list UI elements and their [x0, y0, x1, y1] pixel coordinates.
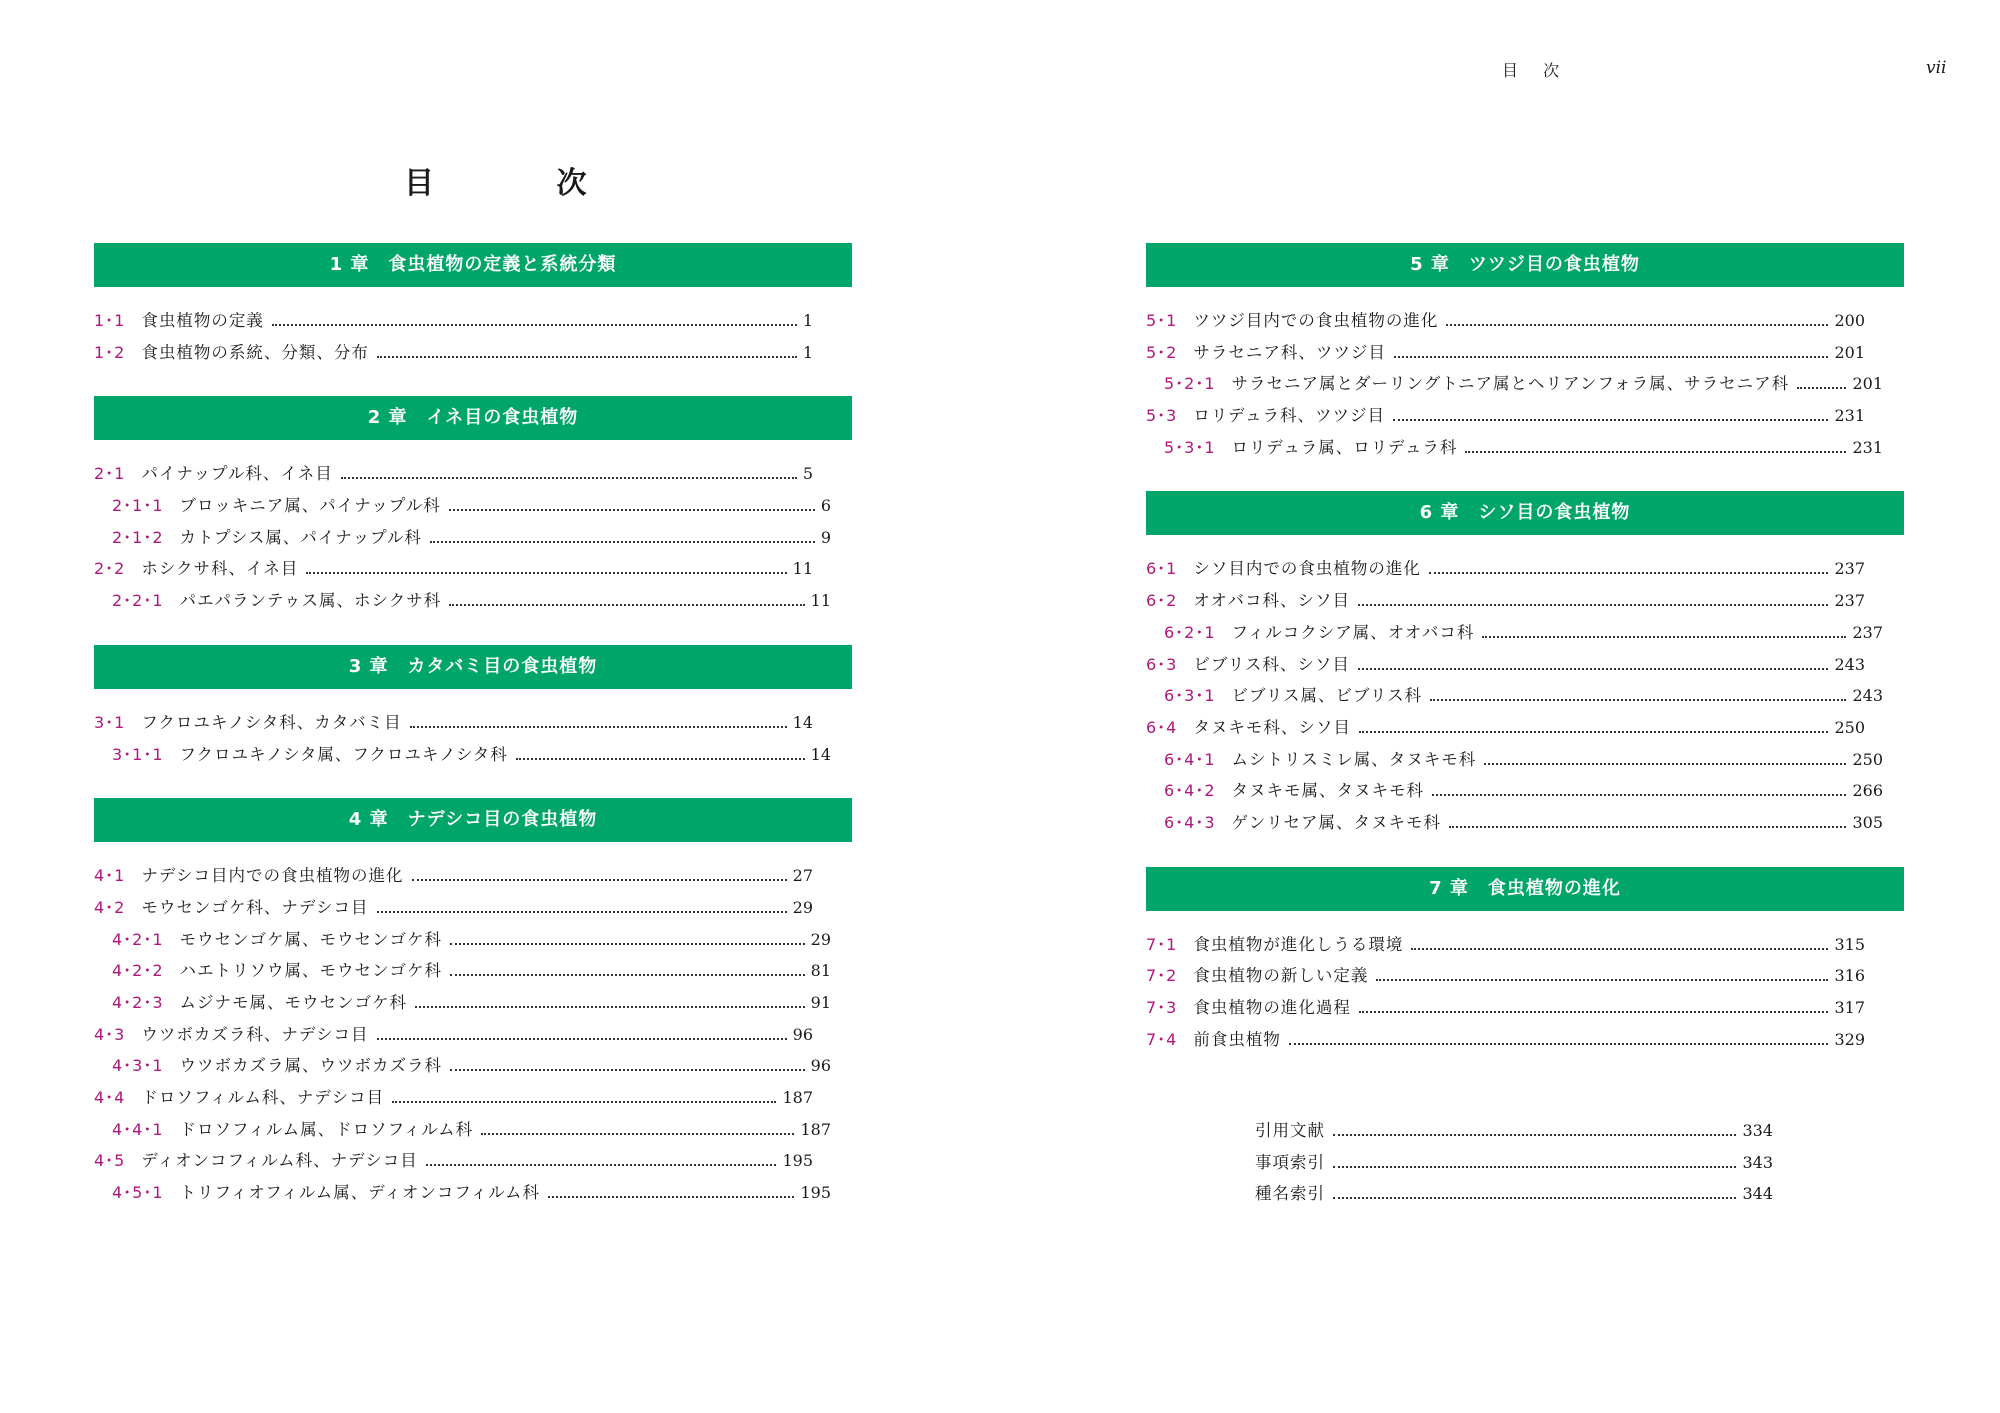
toc-entry[interactable] — [94, 989, 831, 1021]
section-title: ロリデュラ属、ロリデュラ科 — [1231, 437, 1458, 457]
page-ref: 27 — [792, 866, 813, 886]
toc-entry[interactable] — [94, 1116, 831, 1148]
section-title: ゲンリセア属、タヌキモ科 — [1231, 812, 1442, 832]
leader-dots — [415, 1006, 805, 1008]
section-title: トリフィオフィルム属、ディオンコフィルム科 — [179, 1183, 540, 1203]
section-title: ビブリス科、シソ目 — [1193, 654, 1350, 674]
page-ref: 315 — [1834, 934, 1865, 954]
page-ref: 96 — [810, 1056, 831, 1076]
section-title: 食虫植物の進化過程 — [1193, 998, 1351, 1017]
section-number: 6･2･1 — [1164, 622, 1216, 642]
section-number: 7･4 — [1146, 1029, 1178, 1049]
section-title: ムジナモ属、モウセンゴケ科 — [179, 992, 408, 1012]
section-number: 2･1･2 — [112, 527, 164, 547]
section-number: 6･1 — [1146, 559, 1178, 579]
toc-entry[interactable] — [94, 709, 813, 741]
page-ref: 81 — [810, 961, 831, 981]
leader-dots — [1797, 387, 1846, 389]
chapter-block — [94, 396, 852, 618]
section-number: 4･2･2 — [112, 961, 164, 981]
section-title: 引用文献 — [1255, 1121, 1325, 1140]
section-title: モウセンゴケ属、モウセンゴケ科 — [179, 929, 443, 949]
toc-entry[interactable] — [94, 524, 831, 556]
leader-dots — [1333, 1197, 1736, 1199]
section-title: ドロソフィルム属、ドロソフィルム科 — [179, 1119, 474, 1139]
section-number: 2･1･1 — [112, 496, 164, 516]
toc-entry[interactable] — [1255, 1117, 1773, 1149]
leader-dots — [1289, 1043, 1829, 1045]
page-ref: 201 — [1834, 342, 1865, 362]
page-ref: 250 — [1852, 749, 1883, 769]
toc-entry[interactable] — [94, 1179, 831, 1211]
toc-entry[interactable] — [1146, 619, 1883, 651]
toc-entry[interactable] — [1255, 1180, 1773, 1212]
toc-entry[interactable] — [1146, 962, 1865, 994]
toc-entry[interactable] — [94, 492, 831, 524]
leader-dots — [1359, 1011, 1829, 1013]
section-number: 4･1 — [94, 866, 126, 886]
toc-entry[interactable] — [1146, 714, 1865, 746]
leader-dots — [1358, 604, 1828, 606]
leader-dots — [412, 879, 787, 881]
toc-entry[interactable] — [1255, 1149, 1773, 1181]
toc-right-column — [1146, 243, 1904, 1083]
page-ref: 187 — [800, 1119, 831, 1139]
page-ref: 237 — [1834, 559, 1865, 579]
leader-dots — [272, 324, 797, 326]
leader-dots — [377, 911, 787, 913]
toc-entry[interactable] — [94, 307, 813, 339]
leader-dots — [1465, 451, 1846, 453]
chapter-heading[interactable]: 3 章 カタバミ目の食虫植物 — [94, 645, 852, 689]
page-ref: 96 — [792, 1024, 813, 1044]
page-ref: 266 — [1852, 781, 1883, 801]
section-number: 2･2 — [94, 559, 126, 579]
section-number: 4･2･1 — [112, 929, 164, 949]
leader-dots — [1393, 419, 1828, 421]
leader-dots — [1446, 324, 1828, 326]
page-ref: 9 — [820, 527, 831, 547]
leader-dots — [481, 1133, 794, 1135]
toc-entry[interactable] — [1146, 651, 1865, 683]
page-ref: 1 — [802, 311, 813, 330]
leader-dots — [1359, 731, 1829, 733]
toc-entry[interactable] — [94, 1084, 813, 1116]
section-title: ドロソフィルム科、ナデシコ目 — [141, 1088, 385, 1107]
section-number: 2･2･1 — [112, 591, 164, 611]
section-number: 4･4･1 — [112, 1119, 164, 1139]
chapter-heading[interactable]: 1 章 食虫植物の定義と系統分類 — [94, 243, 852, 287]
section-title: ナデシコ目内での食虫植物の進化 — [141, 866, 404, 886]
page-ref: 231 — [1852, 437, 1883, 457]
section-number: 6･3･1 — [1164, 686, 1216, 706]
section-number: 4･3 — [94, 1024, 126, 1044]
leader-dots — [450, 974, 805, 976]
chapter-block — [1146, 867, 1904, 1058]
page-ref: 6 — [820, 496, 831, 516]
page-ref: 329 — [1834, 1029, 1865, 1049]
section-number: 7･3 — [1146, 998, 1178, 1017]
section-title: ブロッキニア属、パイナップル科 — [179, 496, 441, 516]
page-ref: 29 — [810, 929, 831, 949]
chapter-block — [1146, 243, 1904, 465]
section-title: ディオンコフィルム科、ナデシコ目 — [141, 1151, 418, 1171]
page-ref: 200 — [1834, 311, 1865, 330]
page-ref: 250 — [1834, 717, 1865, 737]
toc-entry[interactable] — [1146, 777, 1883, 809]
leader-dots — [306, 572, 786, 574]
section-number: 4･2 — [94, 897, 126, 917]
chapter-heading[interactable]: 6 章 シソ目の食虫植物 — [1146, 491, 1904, 535]
leader-dots — [1429, 572, 1829, 574]
leader-dots — [1358, 668, 1829, 670]
toc-entry[interactable] — [1146, 307, 1865, 339]
page-ref: 316 — [1834, 966, 1865, 986]
page-ref: 305 — [1852, 812, 1883, 832]
toc-entry[interactable] — [1146, 402, 1865, 434]
section-number: 5･3 — [1146, 406, 1178, 426]
chapter-block — [94, 645, 852, 772]
section-title: タヌキモ属、タヌキモ科 — [1231, 781, 1425, 801]
toc-entry[interactable] — [94, 894, 813, 926]
leader-dots — [430, 541, 815, 543]
section-title: パエパランテゥス属、ホシクサ科 — [179, 591, 442, 611]
page-ref: 201 — [1852, 374, 1883, 394]
page-ref: 237 — [1852, 622, 1883, 642]
toc-entry[interactable] — [1146, 434, 1883, 466]
page-ref: 243 — [1834, 654, 1865, 674]
section-number: 1･1 — [94, 311, 126, 330]
section-title: ハエトリソウ属、モウセンゴケ科 — [179, 961, 443, 981]
section-title: 食虫植物が進化しうる環境 — [1193, 934, 1404, 954]
toc-entry[interactable] — [94, 555, 813, 587]
section-title: ウツボカズラ属、ウツボカズラ科 — [179, 1056, 443, 1076]
section-title: 食虫植物の新しい定義 — [1193, 966, 1369, 986]
section-number: 7･1 — [1146, 934, 1178, 954]
section-number: 3･1･1 — [112, 744, 164, 764]
section-title: サラセニア科、ツツジ目 — [1193, 342, 1386, 362]
leader-dots — [449, 604, 804, 606]
section-number: 4･4 — [94, 1088, 126, 1107]
toc-entry[interactable] — [1146, 339, 1865, 371]
toc-entry[interactable] — [94, 1052, 831, 1084]
section-title: ツツジ目内での食虫植物の進化 — [1193, 311, 1439, 330]
leader-dots — [450, 943, 805, 945]
section-title: パイナップル科、イネ目 — [141, 464, 333, 484]
leader-dots — [1482, 636, 1846, 638]
toc-entry[interactable] — [1146, 555, 1865, 587]
section-title: フクロユキノシタ属、フクロユキノシタ科 — [179, 744, 508, 764]
leader-dots — [377, 1038, 787, 1040]
section-title: モウセンゴケ科、ナデシコ目 — [141, 897, 369, 917]
leader-dots — [1411, 948, 1828, 950]
toc-entry[interactable] — [1146, 746, 1883, 778]
leader-dots — [1449, 826, 1846, 828]
toc-entry[interactable] — [1146, 587, 1865, 619]
leader-dots — [426, 1164, 777, 1166]
page-ref: 14 — [792, 712, 813, 732]
leader-dots — [392, 1101, 776, 1103]
section-title: ホシクサ科、イネ目 — [141, 559, 299, 579]
section-number: 6･4･2 — [1164, 781, 1216, 801]
chapter-block — [1146, 491, 1904, 840]
leader-dots — [1333, 1134, 1736, 1136]
toc-entry[interactable] — [1146, 994, 1865, 1026]
section-number: 5･2･1 — [1164, 374, 1216, 394]
section-number: 4･5･1 — [112, 1183, 164, 1203]
page-ref: 187 — [782, 1088, 813, 1107]
section-number: 4･2･3 — [112, 992, 164, 1012]
leader-dots — [410, 726, 787, 728]
page-ref: 237 — [1834, 591, 1865, 611]
section-number: 4･3･1 — [112, 1056, 164, 1076]
page-ref: 195 — [782, 1151, 813, 1171]
chapter-block — [94, 243, 852, 370]
leader-dots — [377, 356, 797, 358]
section-title: シソ目内での食虫植物の進化 — [1193, 559, 1421, 579]
chapter-heading[interactable]: 2 章 イネ目の食虫植物 — [94, 396, 852, 440]
running-title: 目 次 — [1502, 61, 1570, 80]
section-number: 1･2 — [94, 342, 126, 362]
toc-entry[interactable] — [1146, 1026, 1865, 1058]
page-ref: 195 — [800, 1183, 831, 1203]
section-title: サラセニア属とダーリングトニア属とヘリアンフォラ属、サラセニア科 — [1231, 374, 1790, 394]
back-matter — [1255, 1117, 1773, 1212]
page-ref: 317 — [1834, 998, 1865, 1017]
section-number: 3･1 — [94, 712, 126, 732]
toc-entry[interactable] — [94, 1147, 813, 1179]
section-title: ムシトリスミレ属、タヌキモ科 — [1231, 749, 1477, 769]
page-ref: 11 — [810, 591, 831, 611]
section-title: カトプシス属、パイナップル科 — [179, 527, 422, 547]
section-title: タヌキモ科、シソ目 — [1193, 717, 1351, 737]
section-number: 6･4･1 — [1164, 749, 1216, 769]
page-ref: 14 — [810, 744, 831, 764]
chapter-heading[interactable]: 5 章 ツツジ目の食虫植物 — [1146, 243, 1904, 287]
section-title: オオバコ科、シソ目 — [1193, 591, 1351, 611]
section-number: 6･4･3 — [1164, 812, 1216, 832]
section-title: 食虫植物の定義 — [141, 311, 264, 330]
toc-entry[interactable] — [1146, 370, 1883, 402]
toc-entry[interactable] — [1146, 809, 1883, 841]
page-ref: 1 — [802, 342, 813, 362]
leader-dots — [1333, 1166, 1736, 1168]
section-title: ロリデュラ科、ツツジ目 — [1193, 406, 1386, 426]
toc-entry[interactable] — [94, 460, 813, 492]
toc-entry[interactable] — [94, 862, 813, 894]
leader-dots — [341, 477, 797, 479]
section-number: 5･1 — [1146, 311, 1178, 330]
section-title: ウツボカズラ科、ナデシコ目 — [141, 1024, 369, 1044]
section-number: 5･2 — [1146, 342, 1178, 362]
section-number: 6･2 — [1146, 591, 1178, 611]
leader-dots — [1484, 763, 1846, 765]
section-title: 種名索引 — [1255, 1184, 1325, 1203]
page-ref: 334 — [1742, 1121, 1773, 1140]
toc-entry[interactable] — [94, 926, 831, 958]
toc-entry[interactable] — [94, 1021, 813, 1053]
chapter-block — [94, 798, 852, 1211]
toc-entry[interactable] — [94, 741, 831, 773]
toc-entry[interactable] — [1146, 931, 1865, 963]
section-number: 2･1 — [94, 464, 126, 484]
leader-dots — [1430, 699, 1846, 701]
page-ref: 91 — [810, 992, 831, 1012]
section-number: 5･3･1 — [1164, 437, 1216, 457]
leader-dots — [450, 1069, 805, 1071]
leader-dots — [1432, 794, 1846, 796]
page-ref: 231 — [1834, 406, 1865, 426]
page-number: vii — [1926, 58, 1947, 78]
toc-entry[interactable] — [1146, 682, 1883, 714]
toc-entry[interactable] — [94, 587, 831, 619]
chapter-heading[interactable]: 7 章 食虫植物の進化 — [1146, 867, 1904, 911]
section-title: フクロユキノシタ科、カタバミ目 — [141, 712, 402, 732]
page-ref: 243 — [1852, 686, 1883, 706]
toc-entry[interactable] — [94, 339, 813, 371]
chapter-heading[interactable]: 4 章 ナデシコ目の食虫植物 — [94, 798, 852, 842]
page-ref: 11 — [792, 559, 813, 579]
section-number: 7･2 — [1146, 966, 1178, 986]
section-title: 前食虫植物 — [1193, 1029, 1281, 1049]
leader-dots — [1376, 979, 1828, 981]
toc-entry[interactable] — [94, 957, 831, 989]
leader-dots — [1394, 356, 1829, 358]
leader-dots — [548, 1196, 795, 1198]
section-number: 6･3 — [1146, 654, 1178, 674]
page-ref: 344 — [1742, 1184, 1773, 1203]
toc-left-column — [94, 243, 852, 1237]
page-ref: 29 — [792, 897, 813, 917]
section-title: 事項索引 — [1255, 1152, 1325, 1172]
section-title: ビブリス属、ビブリス科 — [1231, 686, 1423, 706]
leader-dots — [449, 509, 815, 511]
page-ref: 5 — [802, 464, 813, 484]
section-number: 6･4 — [1146, 717, 1178, 737]
section-number: 4･5 — [94, 1151, 126, 1171]
leader-dots — [516, 758, 805, 760]
toc-title: 目 次 — [404, 166, 643, 201]
page-ref: 343 — [1742, 1152, 1773, 1172]
section-title: フィルコクシア属、オオバコ科 — [1231, 622, 1475, 642]
section-title: 食虫植物の系統、分類、分布 — [141, 342, 369, 362]
